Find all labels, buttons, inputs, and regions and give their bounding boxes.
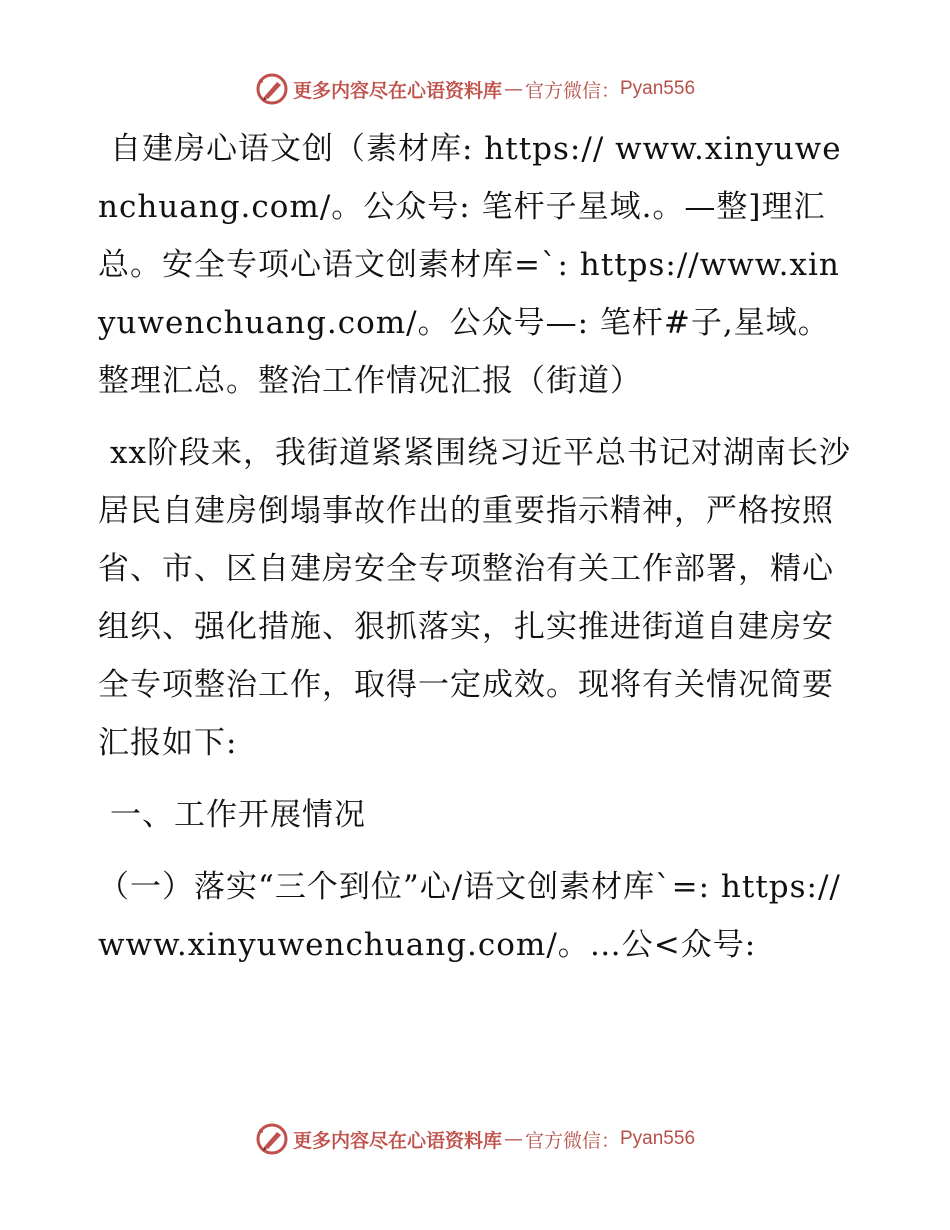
watermark-separator: — bbox=[503, 1128, 523, 1150]
header-watermark bbox=[0, 72, 950, 106]
document-body bbox=[98, 120, 858, 974]
watermark-wechat-label: 官方微信： bbox=[524, 79, 620, 102]
footer-watermark bbox=[0, 1122, 950, 1156]
section-heading: 一、工作开展情况 bbox=[110, 797, 366, 833]
watermark-separator: — bbox=[503, 78, 523, 100]
pen-logo-icon bbox=[255, 1122, 289, 1156]
watermark-main-text: 更多内容尽在心语资料库 bbox=[292, 1129, 502, 1152]
paragraph-title: 自建房心语文创（素材库: https:// www.xinyuwenchuang.com/。公众号: 笔杆子星域.。—整]理汇总。安全专项心语文创素材库=`: https://www.xinyuwenchuang.com/。公众号—: 笔杆#子,星域。整理汇总。整治工作情况汇报（街道） bbox=[98, 131, 842, 399]
pen-logo-icon bbox=[255, 72, 289, 106]
paragraph-intro: xx阶段来，我街道紧紧围绕习近平总书记对湖南长沙居民自建房倒塌事故作出的重要指示精神，严格按照省、市、区自建房安全专项整治有关工作部署，精心组织、强化措施、狠抓落实，扎实推进街道自建房安全专项整治工作，取得一定成效。现将有关情况简要汇报如下: bbox=[98, 435, 851, 761]
subsection-heading: （一）落实“三个到位”心/语文创素材库`=: https://www.xinyuwenchuang.com/。…公<众号: bbox=[98, 869, 841, 963]
watermark-wechat-id: Pyan556 bbox=[620, 1128, 696, 1149]
watermark-wechat-label: 官方微信： bbox=[524, 1129, 620, 1152]
watermark-wechat-id: Pyan556 bbox=[620, 78, 696, 99]
watermark-main-text: 更多内容尽在心语资料库 bbox=[292, 79, 502, 102]
